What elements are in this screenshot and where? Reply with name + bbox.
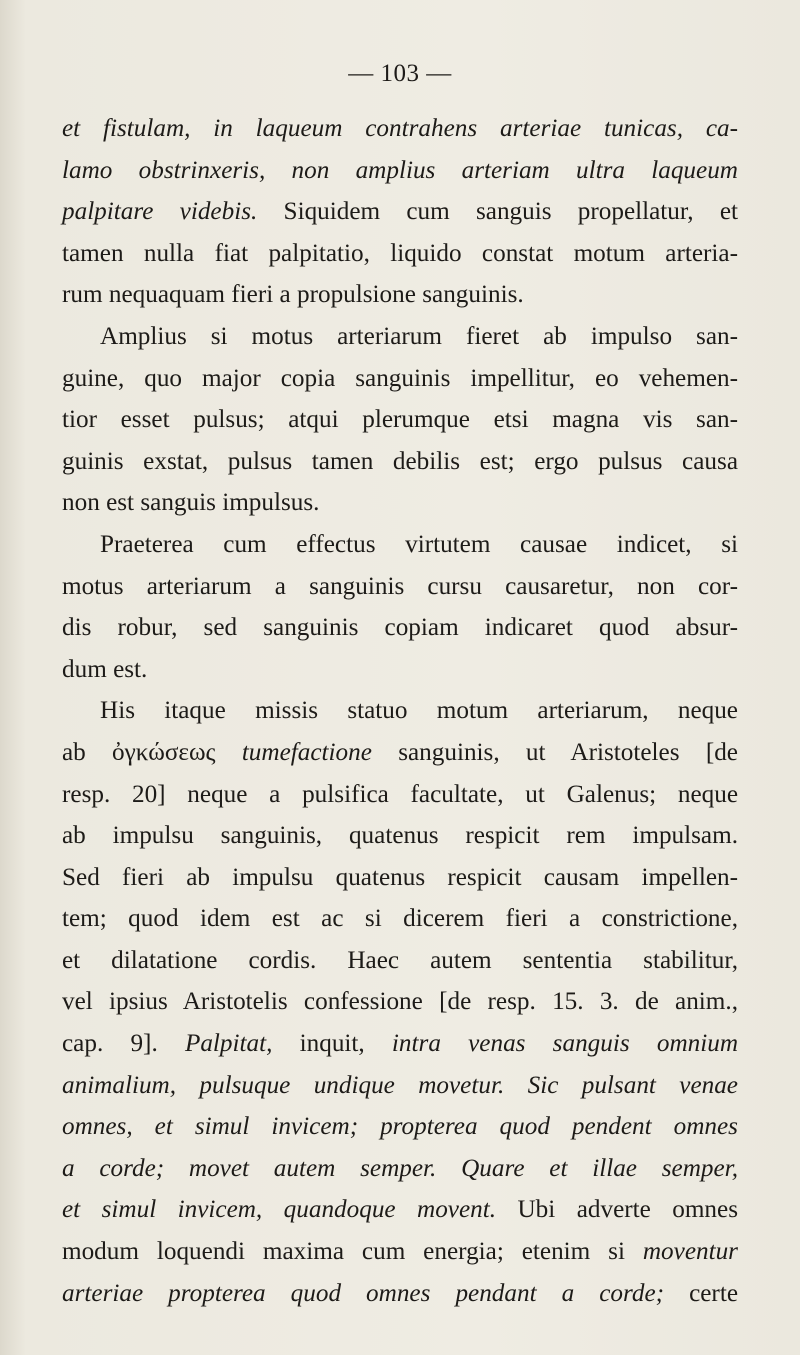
text-line <box>62 399 738 441</box>
text-segment: motus arteriarum a sanguinis cursu causaretur, non cor- <box>62 572 738 600</box>
italic-text: Palpitat, <box>184 1030 273 1058</box>
page-number: — 103 — <box>348 60 452 87</box>
text-line <box>62 732 738 774</box>
italic-text: moventur <box>642 1238 738 1266</box>
italic-text: animalium, pulsuque undique movetur. Sic pulsant venae <box>62 1071 738 1099</box>
text-segment: tamen nulla fiat palpitatio, liquido constat motum arteria- <box>62 239 738 267</box>
text-segment: et dilatatione cordis. Haec autem sententia stabilitur, <box>62 946 738 974</box>
text-segment: sanguinis, ut Aristoteles [de <box>371 738 738 766</box>
text-line <box>62 566 738 608</box>
text-segment: His itaque missis statuo motum arteriarum, neque <box>100 697 738 725</box>
text-segment: Ubi adverte omnes <box>496 1196 739 1224</box>
text-line <box>62 981 738 1023</box>
text-segment: certe <box>664 1279 738 1307</box>
text-segment: ab ὀγκώσεως <box>62 738 242 766</box>
text-segment: Sed fieri ab impulsu quatenus respicit causam impellen- <box>62 863 738 891</box>
text-line <box>62 815 738 857</box>
text-line <box>62 774 738 816</box>
text-segment: tem; quod idem est ac si dicerem fieri a constrictione, <box>62 905 738 933</box>
text-segment: modum loquendi maxima cum energia; etenim si <box>62 1238 643 1266</box>
body-text <box>62 108 738 1314</box>
text-line <box>62 1023 738 1065</box>
text-line <box>62 274 738 316</box>
text-line <box>62 316 738 358</box>
text-line <box>62 1148 738 1190</box>
italic-text: palpitare videbis. <box>62 198 258 226</box>
text-line <box>62 441 738 483</box>
text-line <box>62 482 738 524</box>
text-line <box>62 108 738 150</box>
text-line <box>62 690 738 732</box>
text-segment: Amplius si motus arteriarum fieret ab impulso san- <box>100 322 738 350</box>
text-line <box>62 607 738 649</box>
italic-text: arteriae propterea quod omnes pendant a corde; <box>62 1279 665 1307</box>
text-segment: ab impulsu sanguinis, quatenus respicit rem impulsam. <box>62 822 738 850</box>
text-segment: Siquidem cum sanguis propellatur, et <box>257 198 739 226</box>
italic-text: a corde; movet autem semper. Quare et illae semper, <box>62 1154 738 1182</box>
text-line <box>62 898 738 940</box>
text-line <box>62 191 738 233</box>
text-line <box>62 940 738 982</box>
text-line <box>62 649 738 691</box>
text-segment: Praeterea cum effectus virtutem causae indicet, si <box>100 530 738 558</box>
italic-text: et fistulam, in laqueum contrahens arteriae tunicas, ca- <box>62 115 738 142</box>
italic-text: intra venas sanguis omnium <box>391 1030 739 1058</box>
italic-text: et simul invicem, quandoque movent. <box>62 1196 497 1224</box>
italic-text: lamo obstrinxeris, non amplius arteriam ultra laqueum <box>62 156 738 184</box>
text-segment: guinis exstat, pulsus tamen debilis est; ergo pulsus causa <box>62 447 738 475</box>
text-line <box>62 857 738 899</box>
text-segment: rum nequaquam fieri a propulsione sanguinis. <box>62 281 524 309</box>
text-line <box>62 1273 738 1315</box>
text-line <box>62 1065 738 1107</box>
text-segment: tior esset pulsus; atqui plerumque etsi magna vis san- <box>62 406 738 434</box>
text-segment: dum est. <box>62 655 148 683</box>
text-segment: dis robur, sed sanguinis copiam indicaret quod absur- <box>62 614 738 642</box>
text-line <box>62 150 738 192</box>
text-line <box>62 1231 738 1273</box>
text-segment: vel ipsius Aristotelis confessione [de resp. 15. 3. de anim., <box>62 988 738 1016</box>
italic-text: tumefactione <box>241 738 372 766</box>
text-line <box>62 1106 738 1148</box>
text-segment: non est sanguis impulsus. <box>62 489 320 517</box>
text-line <box>62 524 738 566</box>
text-segment: resp. 20] neque a pulsifica facultate, ut Galenus; neque <box>62 780 738 808</box>
text-line <box>62 233 738 275</box>
italic-text: omnes, et simul invicem; propterea quod pendent omnes <box>62 1113 738 1141</box>
text-segment: cap. 9]. <box>62 1030 185 1058</box>
text-segment: inquit, <box>272 1030 392 1058</box>
text-line <box>62 1189 738 1231</box>
text-segment: guine, quo major copia sanguinis impellitur, eo vehemen- <box>62 364 738 392</box>
text-line <box>62 358 738 400</box>
